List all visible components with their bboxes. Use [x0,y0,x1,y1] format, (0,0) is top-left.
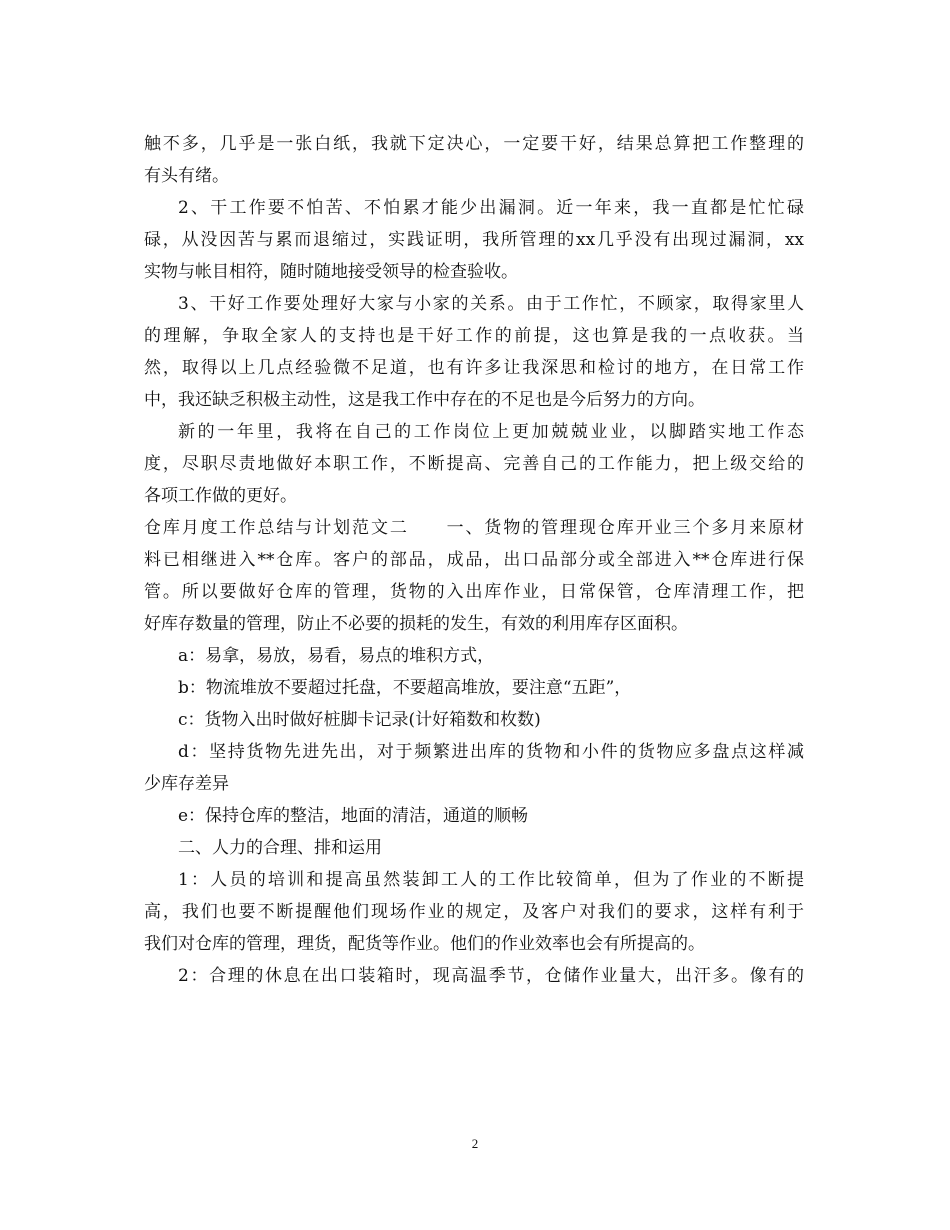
text-line: 2：合理的休息在出口装箱时，现高温季节，仓储作业量大，出汗多。像有的 [178,966,804,986]
text-line: 2、干工作要不怕苦、不怕累才能少出漏洞。近一年来，我一直都是忙忙碌 [178,198,804,218]
text-line: b：物流堆放不要超过托盘，不要超高堆放，要注意“五距”， [178,678,632,698]
text-line: 少库存差异 [144,774,229,794]
text-line: 碌，从没因苦与累而退缩过，实践证明，我所管理的xx几乎没有出现过漏洞，xx [144,230,804,250]
text-line: 触不多，几乎是一张白纸，我就下定决心，一定要干好，结果总算把工作整理的 [144,134,804,154]
text-line: d：坚持货物先进先出，对于频繁进出库的货物和小件的货物应多盘点这样减 [178,742,804,762]
text-line: 各项工作做的更好。 [144,486,297,506]
text-line: 1：人员的培训和提高虽然装卸工人的工作比较简单，但为了作业的不断提 [178,870,804,890]
document-body [144,128,804,992]
text-line: 二、人力的合理、排和运用 [178,838,382,858]
text-line: 然，取得以上几点经验微不足道，也有许多让我深思和检讨的地方，在日常工作 [144,358,804,378]
text-line: 我们对仓库的管理，理货，配货等作业。他们的作业效率也会有所提高的。 [144,934,705,954]
text-line: 好库存数量的管理，防止不必要的损耗的发生，有效的利用库存区面积。 [144,614,688,634]
text-line: e：保持仓库的整洁，地面的清洁，通道的顺畅 [178,806,529,826]
text-line: a：易拿，易放，易看，易点的堆积方式， [178,646,495,666]
text-line: 管。所以要做好仓库的管理，货物的入出库作业，日常保管，仓库清理工作，把 [144,582,804,602]
text-line: 实物与帐目相符，随时随地接受领导的检查验收。 [144,262,518,282]
text-line: c：货物入出时做好桩脚卡记录(计好箱数和枚数) [178,710,541,730]
text-line: 度，尽职尽责地做好本职工作，不断提高、完善自己的工作能力，把上级交给的 [144,454,804,474]
text-line: 的理解，争取全家人的支持也是干好工作的前提，这也算是我的一点收获。当 [144,326,804,346]
text-line: 料已相继进入**仓库。客户的部品，成品，出口品部分或全部进入**仓库进行保 [144,550,804,570]
page-number: 2 [471,1136,479,1151]
text-line: 3、干好工作要处理好大家与小家的关系。由于工作忙，不顾家，取得家里人 [178,294,804,314]
text-line: 有头有绪。 [144,166,229,186]
text-line: 仓库月度工作总结与计划范文二 一、货物的管理现仓库开业三个多月来原材 [144,518,804,538]
text-line: 中，我还缺乏积极主动性，这是我工作中存在的不足也是今后努力的方向。 [144,390,705,410]
text-line: 新的一年里，我将在自己的工作岗位上更加兢兢业业，以脚踏实地工作态 [178,422,804,442]
text-line: 高，我们也要不断提醒他们现场作业的规定，及客户对我们的要求，这样有利于 [144,902,804,922]
